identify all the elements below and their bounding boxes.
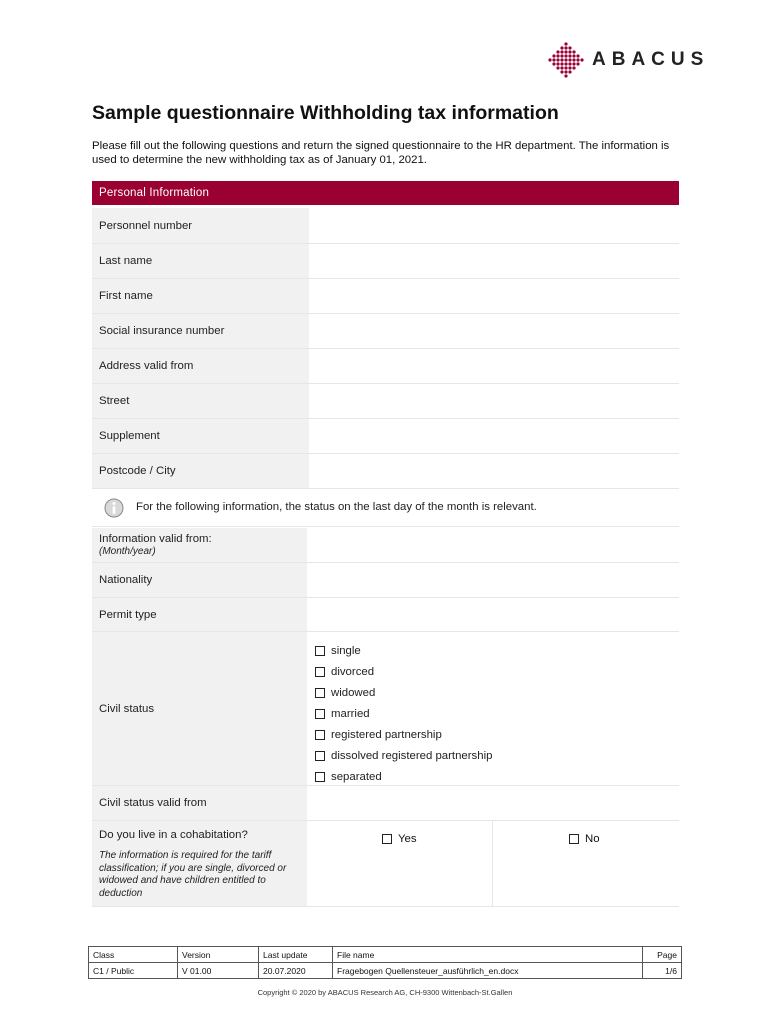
field-label: Permit type [92, 598, 307, 631]
checkbox-icon[interactable] [315, 709, 325, 719]
info-text: For the following information, the status on the last day of the month is relevant. [136, 501, 537, 513]
permit-type-field[interactable] [307, 598, 679, 631]
field-label: First name [92, 279, 309, 313]
form-row-civil-status-valid-from [92, 786, 679, 821]
checkbox-icon[interactable] [315, 646, 325, 656]
cohabitation-question: Do you live in a cohabitation? [99, 829, 248, 841]
footer-header-class: Class [89, 947, 178, 963]
footer-header-last-update: Last update [259, 947, 333, 963]
address-valid-from-field[interactable] [309, 349, 679, 383]
option-label: separated [331, 770, 382, 783]
field-label: Last name [92, 244, 309, 278]
footer-file-name-value: Fragebogen Quellensteuer_ausführlich_en.docx [333, 963, 643, 979]
form-row-cohabitation [92, 821, 679, 907]
form-row-address-valid-from [92, 349, 679, 384]
option-label: divorced [331, 665, 375, 678]
checkbox-icon[interactable] [315, 772, 325, 782]
last-name-field[interactable] [309, 244, 679, 278]
footer-last-update-value: 20.07.2020 [259, 963, 333, 979]
page-title: Sample questionnaire Withholding tax information [92, 102, 559, 124]
social-insurance-field[interactable] [309, 314, 679, 348]
personnel-number-field[interactable] [309, 208, 679, 243]
field-label: Postcode / City [92, 454, 309, 488]
checkbox-icon[interactable] [315, 730, 325, 740]
cohabitation-yes-option[interactable] [382, 833, 417, 845]
nationality-field[interactable] [307, 563, 679, 597]
checkbox-icon[interactable] [315, 751, 325, 761]
yes-label: Yes [398, 833, 417, 845]
field-label: Civil status [92, 632, 307, 785]
form-row-last-name [92, 244, 679, 279]
civil-status-options [315, 640, 492, 787]
footer-value-row [89, 963, 682, 979]
civil-status-valid-from-field[interactable] [307, 786, 679, 820]
field-label: Personnel number [92, 208, 309, 243]
civil-option-single[interactable] [315, 640, 492, 661]
civil-option-registered-partnership[interactable] [315, 724, 492, 745]
personal-info-header: Personal Information [92, 181, 679, 205]
option-label: registered partnership [331, 728, 442, 741]
footer-header-page: Page [643, 947, 682, 963]
civil-option-divorced[interactable] [315, 661, 492, 682]
field-label: Street [92, 384, 309, 418]
first-name-field[interactable] [309, 279, 679, 313]
option-label: dissolved registered partnership [331, 749, 493, 762]
civil-option-married[interactable] [315, 703, 492, 724]
checkbox-icon[interactable] [569, 834, 579, 844]
info-note [92, 490, 679, 527]
cohabitation-no-option[interactable] [569, 833, 600, 845]
checkbox-icon[interactable] [315, 667, 325, 677]
field-label: Social insurance number [92, 314, 309, 348]
field-label [92, 528, 307, 562]
form-row-nationality [92, 563, 679, 598]
field-label: Address valid from [92, 349, 309, 383]
form-row-information-valid-from [92, 528, 679, 563]
cohabitation-note: The information is required for the tariff classification; if you are single, divorced or widowed and have children entitled to deduction [99, 850, 287, 899]
field-label: Nationality [92, 563, 307, 597]
field-label: Civil status valid from [92, 786, 307, 820]
footer-header-row [89, 947, 682, 963]
postcode-city-field[interactable] [309, 454, 679, 488]
footer-version-value: V 01.00 [178, 963, 259, 979]
option-label: widowed [331, 686, 376, 699]
option-label: single [331, 644, 361, 657]
civil-option-widowed[interactable] [315, 682, 492, 703]
checkbox-icon[interactable] [315, 688, 325, 698]
form-row-street [92, 384, 679, 419]
footer-header-file-name: File name [333, 947, 643, 963]
valid-from-label: Information valid from: [99, 533, 212, 545]
copyright-text: Copyright © 2020 by ABACUS Research AG, CH-9300 Wittenbach-St.Gallen [257, 988, 513, 997]
option-label: married [331, 707, 370, 720]
form-row-postcode-city [92, 454, 679, 489]
no-label: No [585, 833, 600, 845]
abacus-logo-icon [548, 42, 584, 78]
street-field[interactable] [309, 384, 679, 418]
footer-header-version: Version [178, 947, 259, 963]
form-row-first-name [92, 279, 679, 314]
checkbox-icon[interactable] [382, 834, 392, 844]
civil-option-dissolved-partnership[interactable] [315, 745, 492, 766]
form-row-permit-type [92, 598, 679, 632]
supplement-field[interactable] [309, 419, 679, 453]
footer-page-value: 1/6 [643, 963, 682, 979]
information-valid-from-field[interactable] [307, 528, 679, 562]
cohabitation-label-cell [92, 821, 307, 906]
column-divider [492, 821, 493, 906]
document-footer-table [88, 946, 682, 979]
abacus-logo [548, 42, 709, 78]
intro-text: Please fill out the following questions and return the signed questionnaire to the HR department. The information is used to determine the new withholding tax as of January 01, 2021. [92, 140, 670, 166]
field-label: Supplement [92, 419, 309, 453]
info-icon [104, 498, 124, 518]
valid-from-sublabel: (Month/year) [99, 546, 156, 557]
footer-class-value: C1 / Public [89, 963, 178, 979]
form-row-social-insurance [92, 314, 679, 349]
form-row-civil-status [92, 632, 679, 786]
form-row-supplement [92, 419, 679, 454]
civil-option-separated[interactable] [315, 766, 492, 787]
logo-text: ABACUS [592, 49, 710, 70]
form-row-personnel-number [92, 208, 679, 244]
